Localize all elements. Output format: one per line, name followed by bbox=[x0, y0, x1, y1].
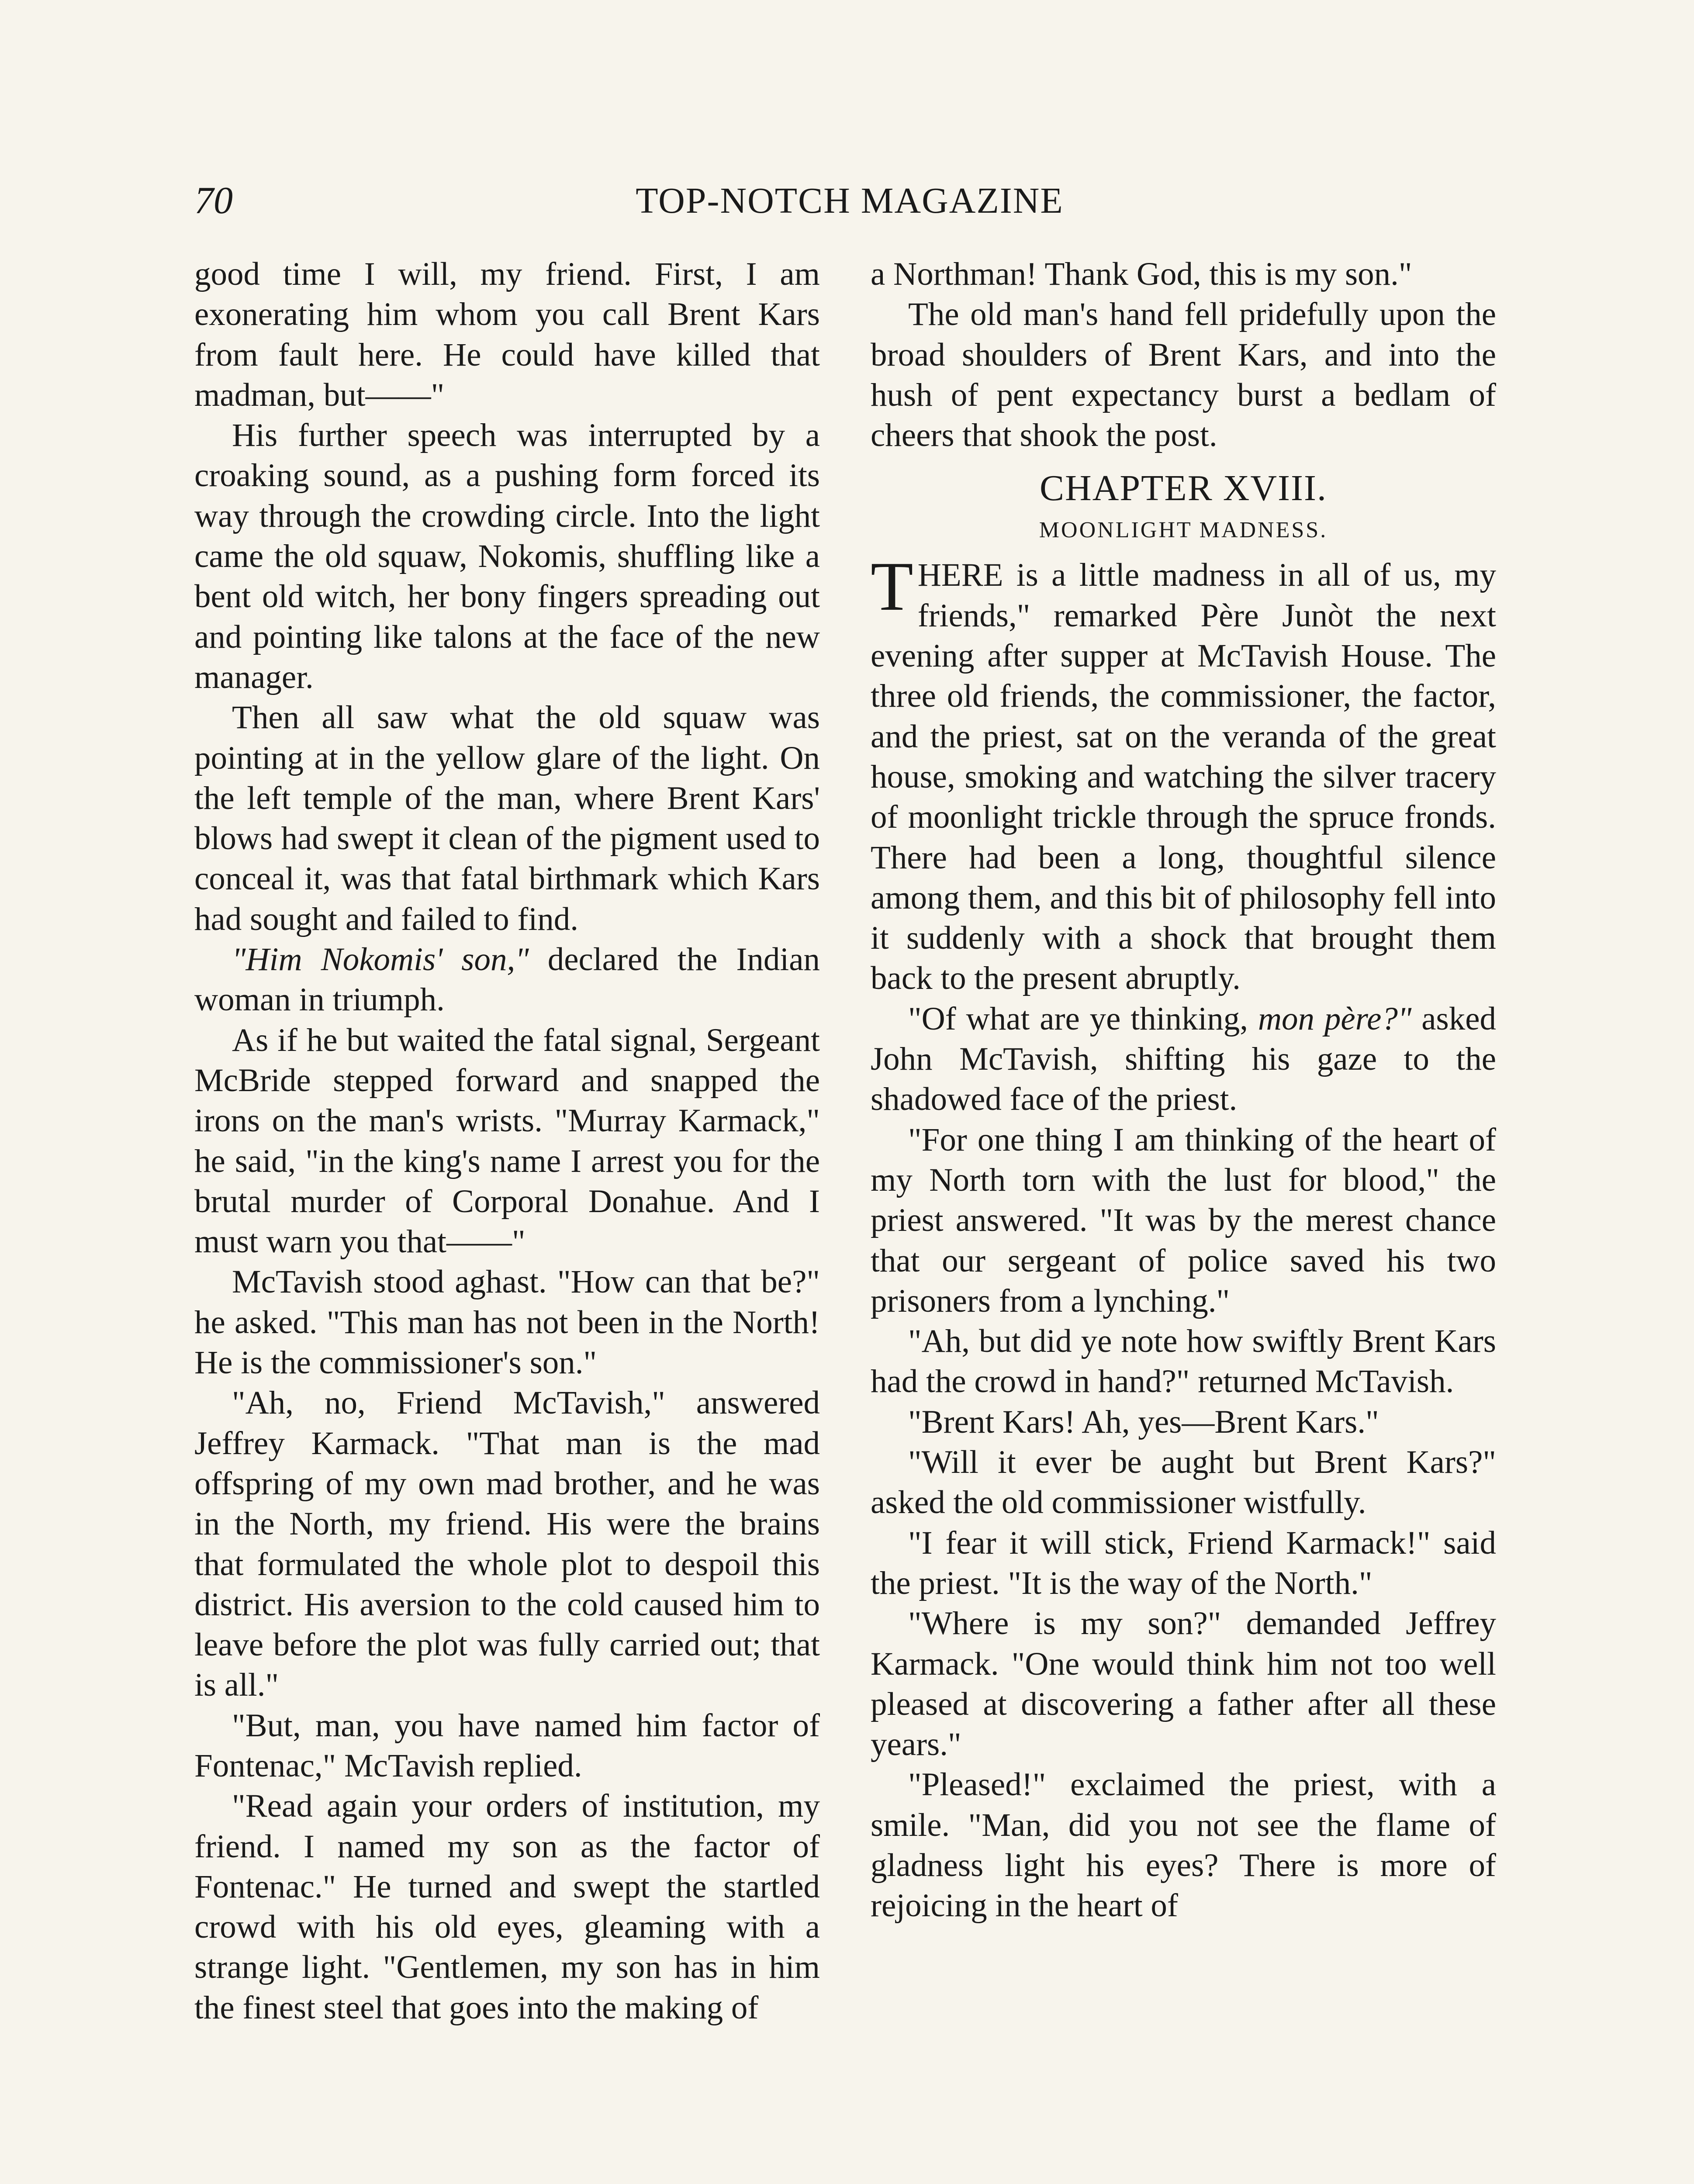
right-column bbox=[871, 254, 1496, 1926]
magazine-title: TOP-NOTCH MAGAZINE bbox=[636, 180, 1064, 221]
paragraph: As if he but waited the fatal signal, Sergeant McBride stepped forward and snapped the irons on the man's wrists. "Murray Karmack," he said, "in the king's name I arrest you for the brutal murder of Corporal Donahue. And I must warn you that——" bbox=[194, 1022, 820, 1260]
paragraph: "Brent Kars! Ah, yes—Brent Kars." bbox=[908, 1403, 1379, 1440]
paragraph: "Ah, but did ye note how swiftly Brent Kars had the crowd in hand?" returned McTavish. bbox=[871, 1323, 1496, 1400]
page-number: 70 bbox=[194, 180, 233, 222]
paragraph: "But, man, you have named him factor of Fontenac," McTavish replied. bbox=[194, 1707, 820, 1784]
paragraph: "Will it ever be aught but Brent Kars?" asked the old commissioner wistfully. bbox=[871, 1444, 1496, 1521]
paragraph: Then all saw what the old squaw was pointing at in the yellow glare of the light. On the left temple of the man, where Brent Kars' blows had swept it clean of the pigment used to conceal it, was that fatal birthmark which Kars had sought and failed to find. bbox=[194, 699, 820, 937]
paragraph bbox=[871, 999, 1496, 1120]
paragraph: a Northman! Thank God, this is my son." bbox=[871, 256, 1412, 292]
quote-continuation: declared the Indian woman in triumph. bbox=[194, 941, 820, 1018]
paragraph: McTavish stood aghast. "How can that be?" he asked. "This man has not been in the North! He is the commissioner's son." bbox=[194, 1264, 820, 1381]
paragraph: "Pleased!" exclaimed the priest, with a smile. "Man, did you not see the flame of gladness light his eyes? There is more of rejoicing in the heart of bbox=[871, 1766, 1496, 1924]
mon-pere-after: asked John McTavish, shifting his gaze to the shadowed face of the priest. bbox=[871, 1000, 1497, 1118]
chapter-opening-text: HERE is a little madness in all of us, my friends," remarked Père Junòt the next evening after supper at McTavish House. The three old friends, the commissioner, the factor, and the priest, sat on the veranda of the great house, smoking and watching the silver tracery of moonlight trickle through the spruce fronds. There had been a long, thoughtful silence among them, and this bit of philosophy fell into it suddenly with a shock that brought them back to the present abruptly. bbox=[871, 557, 1496, 997]
mon-pere-italic: mon père?" bbox=[1258, 1000, 1412, 1037]
chapter-subtitle: MOONLIGHT MADNESS. bbox=[1039, 518, 1328, 543]
paragraph: His further speech was interrupted by a croaking sound, as a pushing form forced its way through the crowding circle. Into the light came the old squaw, Nokomis, shuffling like a bent old witch, her bony fingers spreading out and pointing like talons at the face of the new manager. bbox=[194, 417, 820, 695]
italic-quote: "Him Nokomis' son," bbox=[232, 941, 529, 978]
page-header bbox=[194, 175, 1505, 227]
paragraph bbox=[194, 940, 820, 1020]
paragraph: "For one thing I am thinking of the heart of my North torn with the lust for blood," the priest answered. "It was by the merest chance that our sergeant of police saved his two prisoners from a lynching." bbox=[871, 1121, 1496, 1319]
chapter-heading: CHAPTER XVIII. bbox=[1040, 468, 1327, 509]
paragraph: The old man's hand fell pridefully upon the broad shoulders of Brent Kars, and into the hush of pent expectancy burst a bedlam of cheers that shook the post. bbox=[871, 296, 1496, 454]
drop-cap: T bbox=[871, 547, 913, 625]
paragraph: "Where is my son?" demanded Jeffrey Karmack. "One would think him not too well pleased at discovering a father after all these years." bbox=[871, 1605, 1496, 1763]
mon-pere-before: "Of what are ye thinking, bbox=[908, 1000, 1258, 1037]
paragraph: good time I will, my friend. First, I am exonerating him whom you call Brent Kars from fault here. He could have killed that madman, but——" bbox=[194, 256, 820, 413]
left-column bbox=[194, 254, 820, 2028]
paragraph: "Ah, no, Friend McTavish," answered Jeffrey Karmack. "That man is the mad offspring of my own mad brother, and he was in the North, my friend. His were the brains that formulated the whole plot to despoil this district. His aversion to the cold caused him to leave before the plot was fully carried out; that is all." bbox=[194, 1385, 820, 1704]
paragraph: "Read again your orders of institution, my friend. I named my son as the factor of Fontenac." He turned and swept the startled crowd with his old eyes, gleaming with a strange light. "Gentlemen, my son has in him the finest steel that goes into the making of bbox=[194, 1788, 820, 2026]
chapter-opening-paragraph bbox=[871, 547, 1496, 999]
paragraph: "I fear it will stick, Friend Karmack!" said the priest. "It is the way of the North." bbox=[871, 1524, 1496, 1601]
